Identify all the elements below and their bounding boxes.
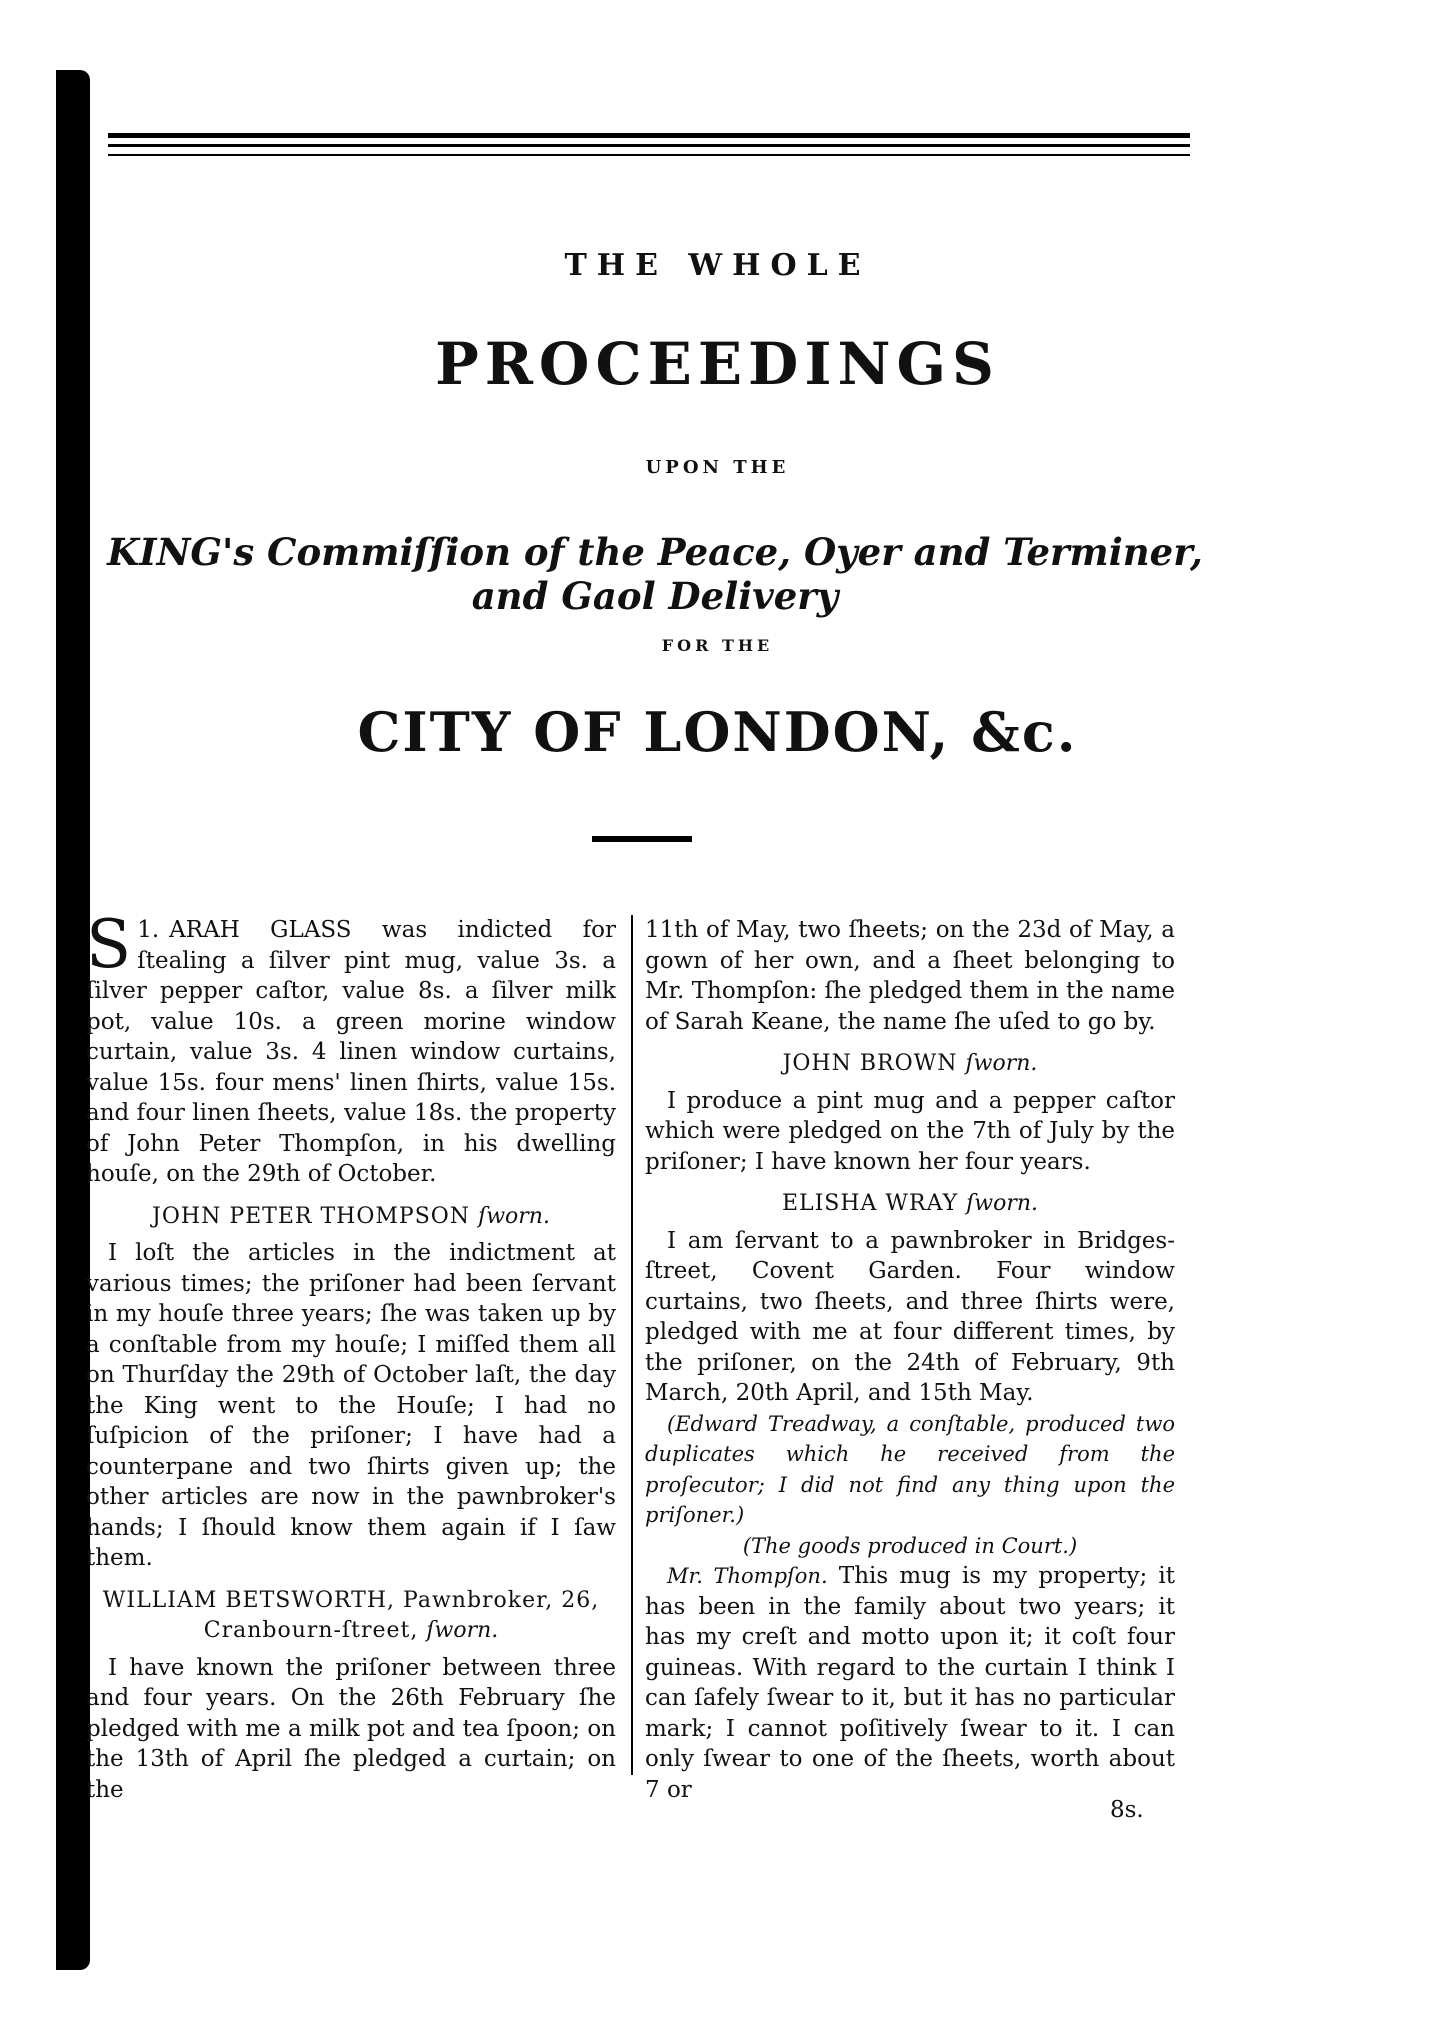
sworn-label: ſworn.	[478, 1203, 550, 1229]
sworn-label: ſworn.	[426, 1618, 499, 1643]
top-rule	[108, 144, 1190, 147]
speaker-label: Mr. Thompſon.	[667, 1564, 828, 1588]
case-paragraph	[86, 906, 616, 1190]
witness-name: WILLIAM BETSWORTH, Pawnbroker, 26, Cranbourn-ſtreet,	[102, 1587, 600, 1643]
section-rule	[592, 836, 692, 842]
witness-name: ELISHA WRAY	[781, 1191, 959, 1216]
title-line-3: UPON THE	[645, 457, 790, 478]
column-divider	[631, 915, 633, 1775]
witness-heading	[86, 1586, 616, 1647]
left-column	[86, 906, 616, 1805]
court-note: (Edward Treadway, a conſtable, produced two duplicates which he received from the proſecutor; I did not find any thing upon the priſoner.)	[645, 1411, 1175, 1527]
sworn-label: ſworn.	[966, 1191, 1039, 1216]
witness-heading	[86, 1202, 616, 1233]
testimony-paragraph: I am ſervant to a pawnbroker in Bridges-ſtreet, Covent Garden. Four window curtains, two ſheets, and three ſhirts were, pledged with me at four different times, by the priſoner, on the 24th of February, 9th March, 20th April, and 15th May.	[645, 1227, 1175, 1406]
testimony-paragraph: I have known the priſoner between three and four years. On the 26th February ſhe pledged with me a milk pot and tea ſpoon; on the 13th of April ſhe pledged a curtain; on the	[86, 1654, 616, 1803]
testimony-text: This mug is my property; it has been in the family about two years; it has my creſt and motto upon it; it coſt four guineas. With regard to the curtain I think I can ſafely ſwear to it, but it has no particular mark; I cannot poſitively ſwear to it. I can only ſwear to one of the ſheets, worth about 7 or	[645, 1563, 1176, 1803]
witness-name: JOHN BROWN	[782, 1051, 958, 1076]
title-main: PROCEEDINGS	[435, 330, 1000, 398]
title-line-5: FOR THE	[661, 636, 774, 655]
title-commission: KING's Commiſſion of the Peace, Oyer and Terminer, and Gaol Delivery	[107, 530, 1203, 618]
witness-heading	[645, 1189, 1175, 1220]
sworn-label: ſworn.	[965, 1051, 1038, 1076]
testimony-paragraph	[645, 1561, 1175, 1805]
top-rule	[108, 133, 1190, 138]
catchword: 8s.	[1110, 1797, 1144, 1823]
testimony-paragraph: I produce a pint mug and a pepper caſtor which were pledged on the 7th of July by the priſoner; I have known her four years.	[645, 1087, 1175, 1175]
witness-name: JOHN PETER THOMPSON	[152, 1203, 471, 1229]
indictment-text: ARAH GLASS was indicted for ſtealing a ſilver pint mug, value 3s. a ſilver pepper caſtor, value 8s. a ſilver milk pot, value 10s. a green morine window curtain, value 3s. 4 linen window curtains, value 15s. four mens' linen ſhirts, value 15s. and four linen ſheets, value 18s. the property of John Peter Thompſon, in his dwelling houſe, on the 29th of October.	[86, 917, 616, 1187]
drop-cap: S	[86, 906, 132, 983]
right-column	[645, 915, 1175, 1805]
court-note: (The goods produced in Court.)	[742, 1533, 1078, 1558]
title-city: CITY OF LONDON, &c.	[357, 700, 1078, 764]
top-rule	[108, 154, 1190, 156]
testimony-paragraph: I loſt the articles in the indictment at various times; the priſoner had been ſervant in my houſe three years; ſhe was taken up by a conſtable from my houſe; I miſſed them all on Thurſday the 29th of October laſt, the day the King went to the Houſe; I had no ſuſpicion of the priſoner; I have had a counterpane and two ſhirts given up; the other articles are now in the pawnbroker's hands; I ſhould know them again if I ſaw them.	[86, 1240, 616, 1571]
witness-heading	[645, 1049, 1175, 1080]
title-line-1: THE WHOLE	[564, 248, 871, 283]
case-number: 1.	[137, 917, 160, 943]
testimony-paragraph: 11th of May, two ſheets; on the 23d of May, a gown of her own, and a ſheet belonging to Mr. Thompſon: ſhe pledged them in the name of Sarah Keane, the name ſhe uſed to go by.	[645, 917, 1175, 1035]
